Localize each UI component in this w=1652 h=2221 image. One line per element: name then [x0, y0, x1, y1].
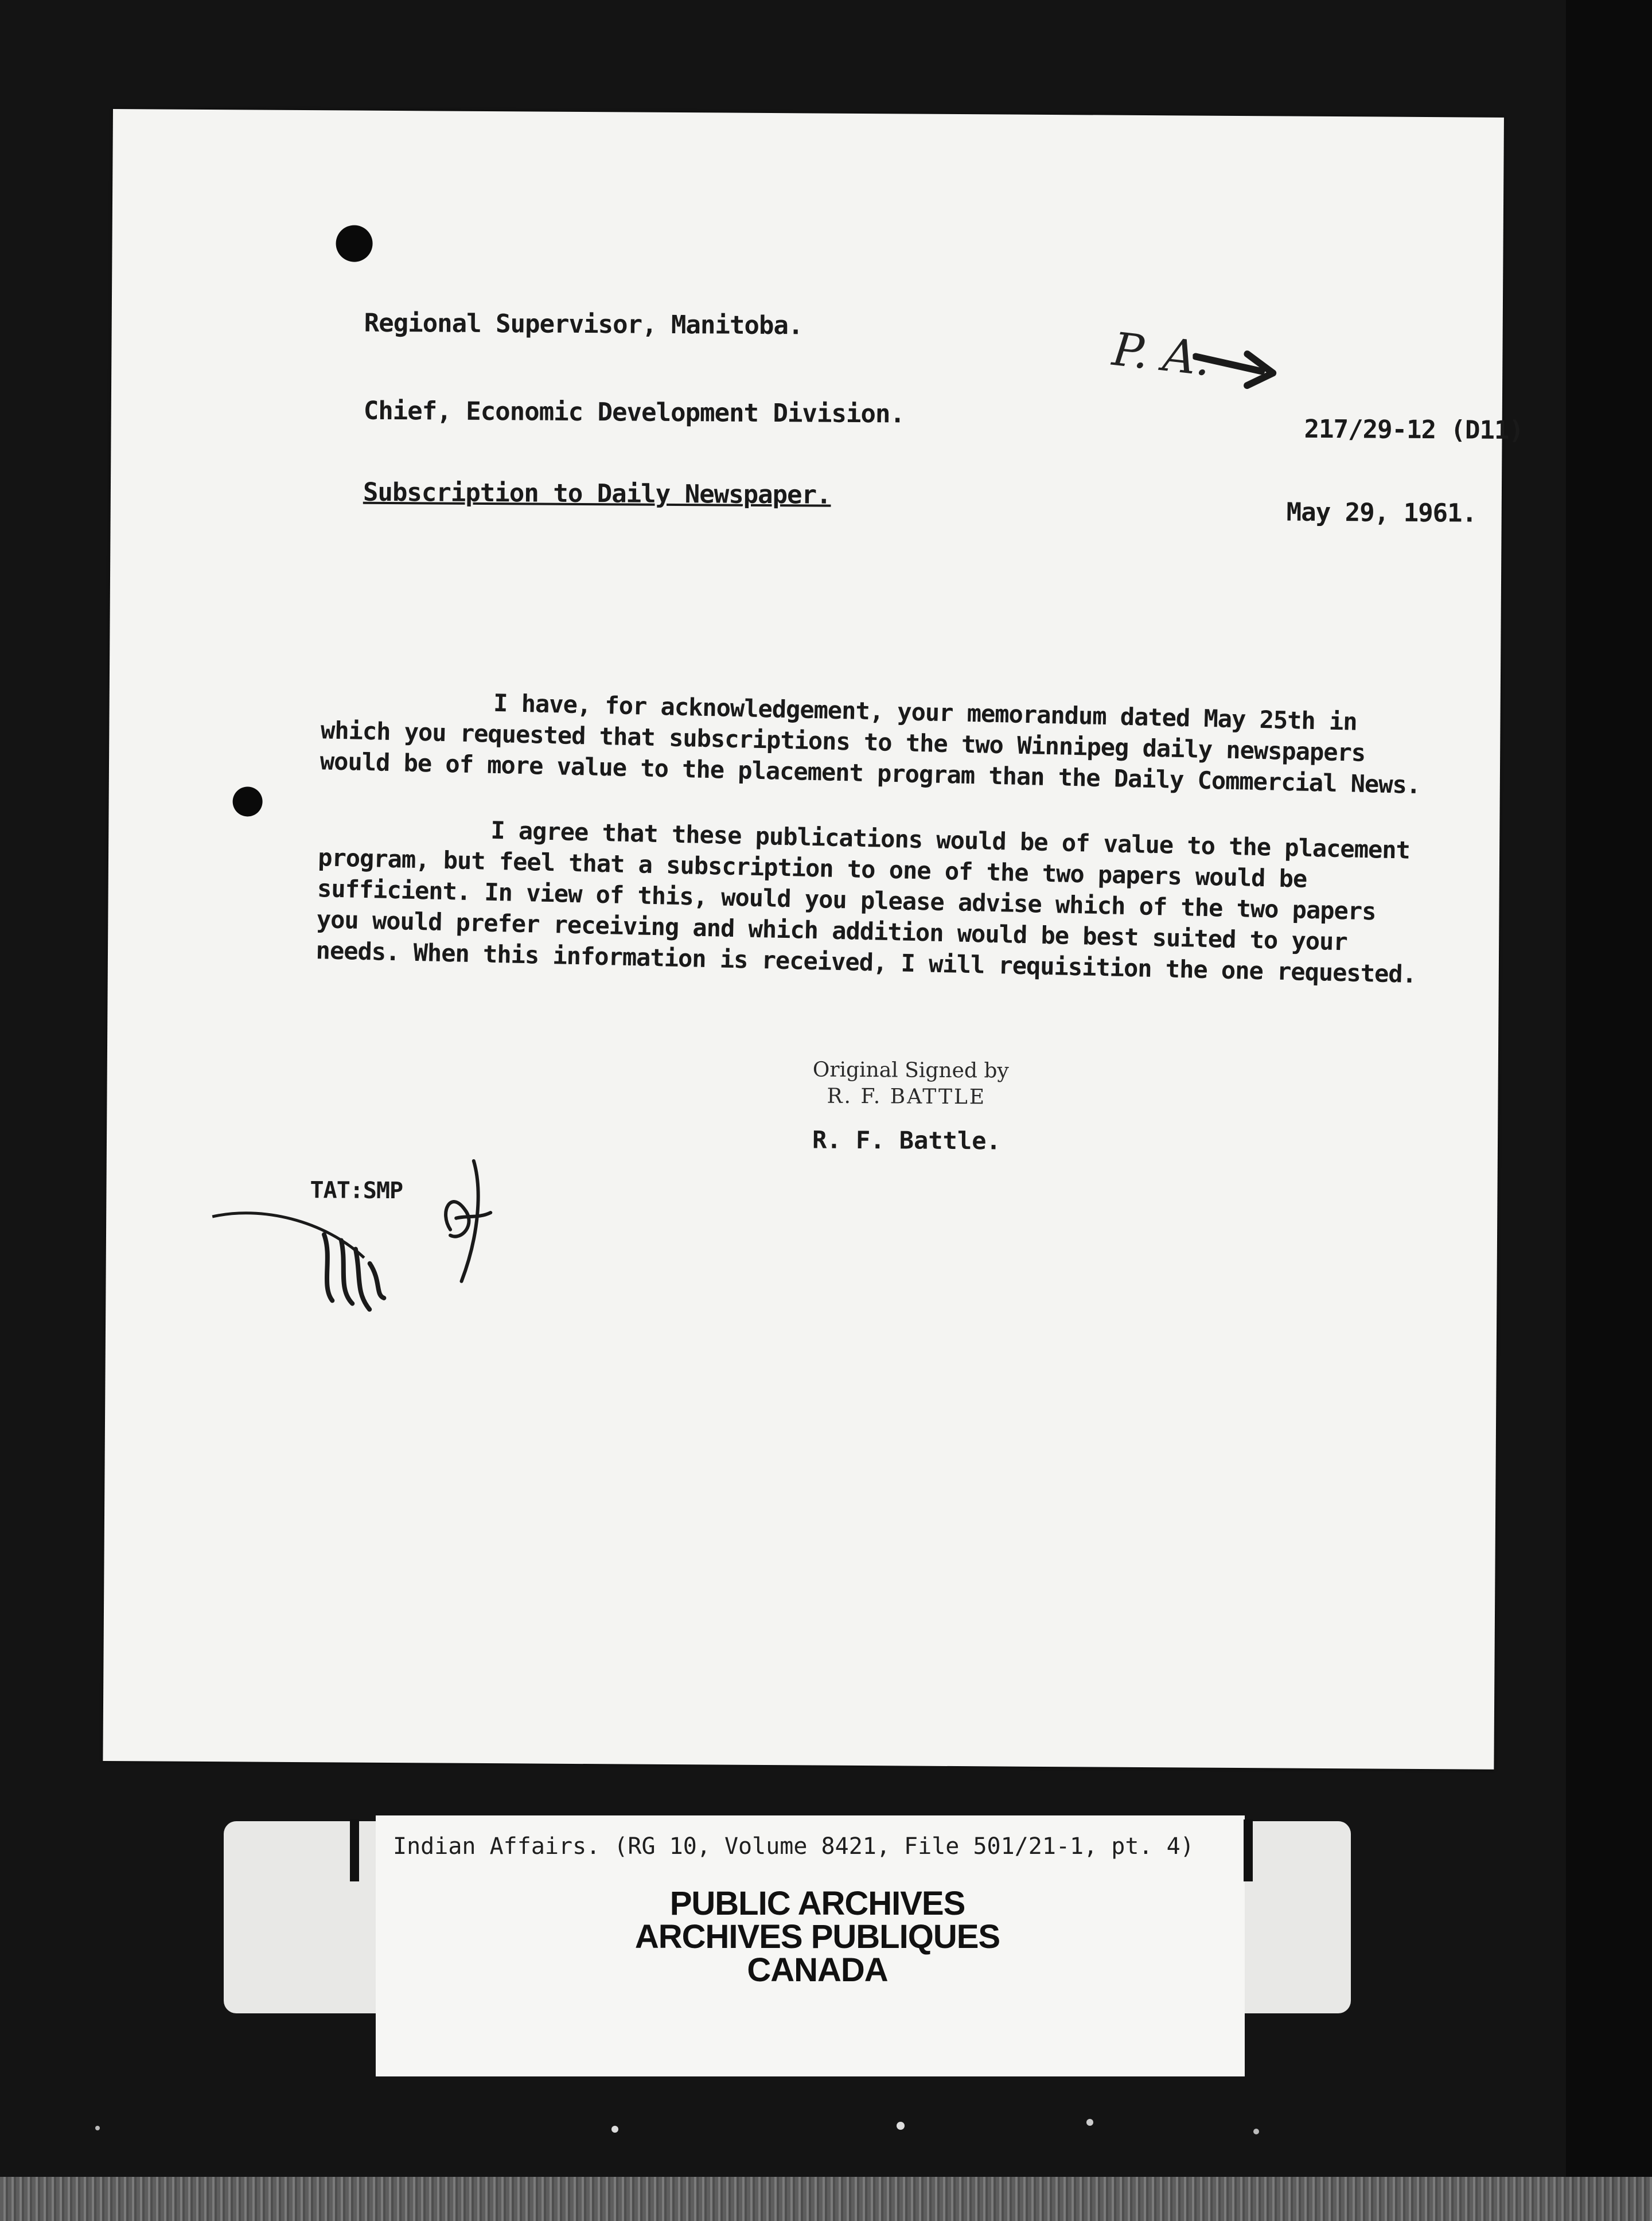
typist-initials: TAT:SMP [310, 1177, 403, 1205]
archive-title-line-2: ARCHIVES PUBLIQUES [634, 1918, 1000, 1955]
paragraph-1: I have, for acknowledgement, your memorandum dated May 25th in which you requested that subscriptions to the two Winnipeg daily newspapers would be of more value to the placement program than the Daily Commercial News. [320, 688, 1421, 800]
memo-date: May 29, 1961. [1286, 497, 1477, 528]
signature-stamp-line-2: R. F. BATTLE [827, 1084, 987, 1109]
paragraph-2: I agree that these publications would be of value to the placement program, but feel that a subscription to one of the two papers would be sufficient. In view of this, would you please advise which of the two papers you would prefer receiving and which addition would be best suited to your needs. When this information is received, I will requisition the one requested. [315, 816, 1417, 988]
film-bottom-strip [0, 2177, 1652, 2221]
memo-subject: Subscription to Daily Newspaper. [363, 477, 831, 510]
handwritten-pa-note: P. A. [1109, 322, 1214, 387]
signature-stamp-line-1: Original Signed by [812, 1058, 1009, 1083]
memo-to: Regional Supervisor, Manitoba. [364, 308, 803, 341]
archive-title-line-3: CANADA [747, 1951, 888, 1989]
typed-signature: R. F. Battle. [812, 1125, 1001, 1155]
memo-from: Chief, Economic Development Division. [363, 396, 905, 429]
archive-title-line-1: PUBLIC ARCHIVES [669, 1885, 965, 1922]
file-reference: 217/29-12 (D11) [1304, 414, 1524, 446]
archive-reference: Indian Affairs. (RG 10, Volume 8421, File 501/21-1, pt. 4) [393, 1833, 1194, 1860]
